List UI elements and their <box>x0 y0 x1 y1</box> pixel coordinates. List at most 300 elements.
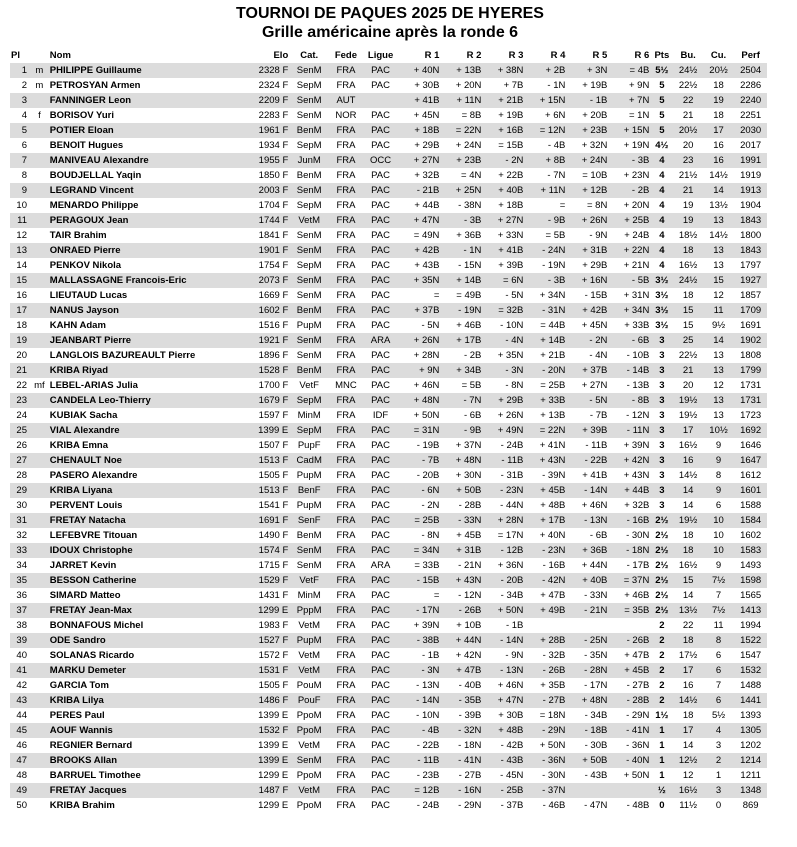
cell-round-2: - 41N <box>440 753 482 768</box>
cell-round-4: = 25B <box>540 380 566 391</box>
cell-federation: AUT <box>329 93 363 108</box>
cell-round-5: + 23B <box>566 123 608 138</box>
cell-performance: 1723 <box>740 410 762 421</box>
cell-round-4: = 18N <box>539 710 566 721</box>
cell-buchholz: 13½ <box>673 603 702 618</box>
cell-performance: 1904 <box>740 200 762 211</box>
cell-round-4: - 32B <box>542 650 566 661</box>
cell-round-6: - 3B <box>608 153 650 168</box>
cell-buchholz: 19½ <box>678 410 698 421</box>
cell-place: 47 <box>10 753 31 768</box>
cell-round-3: - 12B <box>482 543 524 558</box>
table-row <box>10 183 767 198</box>
cell-round-1: + 28N <box>413 350 440 361</box>
cell-league: PAC <box>363 633 399 648</box>
cell-buchholz: 18 <box>673 243 702 258</box>
cell-points: 2½ <box>655 530 669 541</box>
col-header-round-5: R 5 <box>592 50 608 61</box>
col-header-cumulative: Cu. <box>710 50 727 61</box>
cell-category: SenM <box>289 333 329 348</box>
cell-round-2: - 7N <box>440 393 482 408</box>
cell-round-2: + 46B <box>456 320 482 331</box>
cell-round-1: - 10N <box>416 710 440 721</box>
cell-performance: 1799 <box>734 363 767 378</box>
cell-performance: 1902 <box>734 333 767 348</box>
cell-performance: 1709 <box>734 303 767 318</box>
table-row <box>10 258 767 273</box>
cell-federation: FRA <box>336 500 356 511</box>
cell-name: FRETAY Jean-Max <box>48 603 235 618</box>
cell-category: JunM <box>289 153 329 168</box>
cell-elo: 1983 F <box>258 620 289 631</box>
cell-round-3: - 8N <box>505 380 524 391</box>
cell-buchholz: 23 <box>673 153 702 168</box>
standings-rows <box>10 63 767 813</box>
cell-place: 38 <box>16 620 27 631</box>
cell-title <box>31 528 48 543</box>
cell-cumulative: 11 <box>703 303 734 318</box>
cell-points: 3 <box>659 380 665 391</box>
cell-round-2: + 24N <box>455 140 482 151</box>
cell-league: IDF <box>372 410 389 421</box>
cell-category: PouM <box>296 680 322 691</box>
cell-round-3: + 7B <box>503 80 524 91</box>
cell-elo: 1691 F <box>235 513 290 528</box>
cell-round-4: + 50N <box>539 740 566 751</box>
cell-league: PAC <box>363 123 399 138</box>
cell-round-5: = 8N <box>587 200 608 211</box>
cell-performance: 1808 <box>740 350 762 361</box>
cell-points: 2½ <box>650 513 673 528</box>
cell-round-3: - 14N <box>482 633 524 648</box>
cell-round-4: - 7N <box>547 170 566 181</box>
cell-elo: 1597 F <box>258 410 289 421</box>
cell-buchholz: 14 <box>682 500 694 511</box>
cell-round-2: + 17B <box>440 333 482 348</box>
cell-federation: FRA <box>336 140 356 151</box>
table-row <box>10 243 767 258</box>
cell-league: PAC <box>363 243 399 258</box>
cell-round-5: + 44N <box>581 560 608 571</box>
cell-place: 31 <box>10 513 31 528</box>
table-row <box>10 93 767 108</box>
cell-elo: 1574 F <box>235 543 290 558</box>
cell-title: f <box>38 110 41 121</box>
cell-category: VetM <box>289 783 329 798</box>
cell-round-2: - 40B <box>458 680 482 691</box>
cell-elo: 1934 F <box>258 140 289 151</box>
table-row <box>10 708 767 723</box>
cell-round-5: + 50B <box>566 753 608 768</box>
table-row <box>10 393 767 408</box>
cell-federation: FRA <box>329 573 363 588</box>
cell-points: 2 <box>659 650 665 661</box>
cell-performance: 1601 <box>734 483 767 498</box>
table-row <box>10 648 767 663</box>
cell-round-6: - 18N <box>608 543 650 558</box>
cell-league: PAC <box>363 273 399 288</box>
cell-round-4: + 28B <box>524 633 566 648</box>
cell-round-5: - 34B <box>584 710 608 721</box>
cell-title <box>31 198 48 213</box>
cell-place: 25 <box>10 423 31 438</box>
table-row <box>10 438 767 453</box>
cell-federation: FRA <box>336 410 356 421</box>
cell-title <box>31 258 48 273</box>
cell-elo: 1704 F <box>258 200 289 211</box>
cell-name: NANUS Jayson <box>48 303 235 318</box>
cell-category: PupM <box>289 633 329 648</box>
cell-name: FANNINGER Leon <box>48 93 235 108</box>
cell-name: SOLANAS Ricardo <box>49 650 135 661</box>
col-header-category: Cat. <box>300 50 319 61</box>
cell-round-2: - 2B <box>463 350 482 361</box>
cell-league: PAC <box>363 663 399 678</box>
cell-cumulative: 3 <box>715 740 722 751</box>
cell-federation: FRA <box>329 633 363 648</box>
cell-league: PAC <box>371 230 390 241</box>
cell-points: 2 <box>659 680 665 691</box>
cell-round-1: + 40N <box>398 63 440 78</box>
cell-round-4: - 1N <box>547 80 566 91</box>
cell-round-3: + 28N <box>482 513 524 528</box>
cell-league: PAC <box>363 453 399 468</box>
table-row <box>10 498 767 513</box>
cell-points: 1 <box>650 753 673 768</box>
cell-name: PENKOV Nikola <box>49 260 122 271</box>
cell-round-6: + 20N <box>623 200 650 211</box>
cell-round-3: + 41B <box>482 243 524 258</box>
cell-points: 4 <box>650 213 673 228</box>
cell-round-2: = 8B <box>461 110 482 121</box>
cell-round-6 <box>608 783 650 798</box>
cell-performance: 1646 <box>740 440 762 451</box>
cell-league: ARA <box>370 560 391 571</box>
cell-round-2: - 21N <box>458 560 482 571</box>
cell-name: KRIBA Emna <box>49 440 109 451</box>
cell-round-1: - 4B <box>398 723 440 738</box>
cell-category: SenM <box>289 183 329 198</box>
table-row <box>10 318 767 333</box>
cell-round-6: - 48B <box>626 800 650 811</box>
cell-round-6: = 1N <box>628 110 650 121</box>
cell-round-4: + 15N <box>524 93 566 108</box>
cell-league: PAC <box>371 740 390 751</box>
cell-buchholz: 22½ <box>678 80 698 91</box>
cell-round-4: = 22N <box>524 423 566 438</box>
cell-title <box>31 228 48 243</box>
cell-cumulative: 5½ <box>711 710 726 721</box>
cell-round-1: = 31N <box>398 423 440 438</box>
cell-name: JARRET Kevin <box>49 560 117 571</box>
cell-elo: 1299 E <box>235 603 290 618</box>
cell-round-6: - 10B <box>626 350 650 361</box>
cell-category: SepM <box>289 393 329 408</box>
cell-round-2: + 23B <box>440 153 482 168</box>
cell-points: 2½ <box>655 560 669 571</box>
cell-points: 2 <box>650 633 673 648</box>
cell-cumulative: 7½ <box>703 603 734 618</box>
cell-round-1: + 44B <box>414 200 440 211</box>
cell-round-2: + 31B <box>440 543 482 558</box>
cell-category: SepM <box>296 260 322 271</box>
cell-category: SepM <box>296 80 322 91</box>
cell-title <box>31 393 48 408</box>
cell-round-6: + 15N <box>608 123 650 138</box>
cell-round-3: - 44N <box>500 500 524 511</box>
cell-buchholz: 11½ <box>679 800 698 811</box>
cell-buchholz: 16 <box>682 680 694 691</box>
cell-round-3: - 5N <box>505 290 524 301</box>
cell-league: PAC <box>371 650 390 661</box>
cell-federation: FRA <box>329 693 363 708</box>
cell-league: PAC <box>371 530 390 541</box>
cell-round-4: - 19N <box>542 260 566 271</box>
cell-category: SenM <box>296 560 322 571</box>
cell-cumulative: 13 <box>713 350 724 361</box>
col-header-name: Nom <box>49 50 71 61</box>
cell-cumulative: 17 <box>703 123 734 138</box>
cell-name: JEANBART Pierre <box>48 333 235 348</box>
table-row <box>10 303 767 318</box>
cell-round-3: = 17N <box>497 530 524 541</box>
cell-title <box>31 588 48 603</box>
cell-federation: FRA <box>336 770 356 781</box>
cell-buchholz: 14 <box>682 740 694 751</box>
cell-elo: 1505 F <box>258 470 289 481</box>
cell-federation: FRA <box>336 230 356 241</box>
cell-title <box>31 498 48 513</box>
cell-performance: 1214 <box>734 753 767 768</box>
cell-elo: 1487 F <box>235 783 290 798</box>
cell-title <box>31 273 48 288</box>
table-row <box>10 573 767 588</box>
cell-round-2: + 47B <box>440 663 482 678</box>
cell-name: FRETAY Natacha <box>48 513 235 528</box>
cell-place: 34 <box>16 560 27 571</box>
cell-round-5: - 14N <box>566 483 608 498</box>
col-header-buchholz: Bu. <box>680 50 696 61</box>
cell-title <box>31 543 48 558</box>
cell-cumulative: 10½ <box>703 423 734 438</box>
cell-league: PAC <box>371 110 390 121</box>
cell-performance: 1348 <box>734 783 767 798</box>
cell-round-5: - 21N <box>566 603 608 618</box>
table-row <box>10 693 767 708</box>
cell-round-5: - 11B <box>585 440 608 451</box>
cell-round-3: - 43B <box>482 753 524 768</box>
cell-place: 13 <box>10 243 31 258</box>
cell-elo: 1299 E <box>258 770 289 781</box>
cell-title <box>31 453 48 468</box>
cell-points: 3½ <box>650 273 673 288</box>
cell-name: PERES Paul <box>49 710 105 721</box>
cell-buchholz: 17 <box>673 423 702 438</box>
cell-round-6: - 16B <box>608 513 650 528</box>
table-row <box>10 408 767 423</box>
cell-league: PAC <box>371 350 390 361</box>
cell-round-6: - 14B <box>608 363 650 378</box>
cell-round-6: - 30N <box>626 530 650 541</box>
cell-title <box>31 168 48 183</box>
table-row <box>10 798 767 813</box>
cell-points: 3 <box>650 483 673 498</box>
cell-round-5: - 6B <box>589 530 608 541</box>
cell-name: PASERO Alexandre <box>49 470 138 481</box>
cell-name: FRETAY Jacques <box>48 783 235 798</box>
cell-points: 1½ <box>655 710 669 721</box>
cell-title <box>31 363 48 378</box>
cell-round-6: - 17B <box>626 560 650 571</box>
cell-round-1: + 48N <box>398 393 440 408</box>
cell-category: PppM <box>289 603 329 618</box>
cell-league: PAC <box>363 423 399 438</box>
cell-cumulative: 14 <box>703 183 734 198</box>
cell-round-3: + 40B <box>482 183 524 198</box>
cell-cumulative: 8 <box>703 633 734 648</box>
cell-round-1: + 43B <box>414 260 440 271</box>
cell-elo: 1532 F <box>235 723 290 738</box>
cell-buchholz: 17 <box>673 723 702 738</box>
cell-performance: 1588 <box>740 500 762 511</box>
cell-round-5: + 3N <box>566 63 608 78</box>
cell-round-6: - 8B <box>608 393 650 408</box>
cell-round-3: - 24B <box>500 440 524 451</box>
cell-round-3: - 37B <box>500 800 524 811</box>
cell-points: 2 <box>659 620 665 631</box>
cell-category: SenM <box>289 243 329 258</box>
cell-round-5: + 19B <box>582 80 608 91</box>
table-row <box>10 198 767 213</box>
cell-federation: FRA <box>329 393 363 408</box>
cell-category: BenM <box>289 363 329 378</box>
cell-cumulative: 9 <box>703 453 734 468</box>
cell-round-2: + 14B <box>440 273 482 288</box>
cell-points: 1 <box>659 770 665 781</box>
cell-round-5: - 9N <box>589 230 608 241</box>
cell-round-1: + 32B <box>414 170 440 181</box>
cell-cumulative: 13 <box>703 363 734 378</box>
cell-points: 1 <box>659 740 665 751</box>
cell-performance: 1691 <box>740 320 762 331</box>
cell-points: 4 <box>650 183 673 198</box>
cell-title <box>31 618 48 633</box>
cell-category: VetM <box>298 650 321 661</box>
cell-cumulative: 14 <box>703 333 734 348</box>
cell-cumulative: 13½ <box>709 200 728 211</box>
cell-round-4: = <box>559 200 566 211</box>
cell-round-1: + 18B <box>398 123 440 138</box>
cell-buchholz: 22 <box>673 93 702 108</box>
cell-round-4: + 8B <box>524 153 566 168</box>
cell-cumulative: 9 <box>715 440 722 451</box>
cell-round-6: = 37N <box>608 573 650 588</box>
cell-round-2: + 25N <box>440 183 482 198</box>
cell-performance: 1493 <box>740 560 762 571</box>
cell-cumulative: 6 <box>715 650 722 661</box>
cell-performance: 1583 <box>734 543 767 558</box>
table-row <box>10 363 767 378</box>
cell-round-1: - 22B <box>416 740 440 751</box>
cell-round-6: + 46B <box>624 590 650 601</box>
cell-elo: 2003 F <box>235 183 290 198</box>
cell-round-4: - 30N <box>542 770 566 781</box>
col-header-round-4: R 4 <box>550 50 566 61</box>
cell-round-4: - 23N <box>524 543 566 558</box>
cell-league: PAC <box>363 723 399 738</box>
cell-round-1: + 30B <box>414 80 440 91</box>
cell-elo: 1490 F <box>258 530 289 541</box>
cell-name: MENARDO Philippe <box>49 200 139 211</box>
cell-buchholz: 19 <box>673 213 702 228</box>
cell-buchholz: 14 <box>682 590 694 601</box>
table-row <box>10 453 767 468</box>
cell-cumulative: 9 <box>715 560 722 571</box>
cell-name: POTIER Eloan <box>48 123 235 138</box>
table-row <box>10 378 767 393</box>
cell-round-5: + 40B <box>566 573 608 588</box>
table-row <box>10 63 767 78</box>
cell-name: KRIBA Lilya <box>48 693 235 708</box>
cell-performance: 1522 <box>734 633 767 648</box>
cell-title <box>31 648 48 663</box>
cell-league: PAC <box>363 753 399 768</box>
cell-round-1: + 39N <box>413 620 440 631</box>
cell-cumulative: 10 <box>703 513 734 528</box>
cell-points: ½ <box>650 783 673 798</box>
cell-place: 28 <box>16 470 27 481</box>
cell-elo: 1531 F <box>235 663 290 678</box>
table-row <box>10 483 767 498</box>
cell-round-6: + 45B <box>608 663 650 678</box>
cell-cumulative: 7 <box>715 680 722 691</box>
cell-round-5 <box>566 618 608 633</box>
cell-federation: FRA <box>336 80 356 91</box>
cell-cumulative: 18 <box>713 80 724 91</box>
cell-name: MARKU Demeter <box>48 663 235 678</box>
cell-league: PAC <box>363 213 399 228</box>
cell-name: LANGLOIS BAZUREAULT Pierre <box>49 350 196 361</box>
cell-league: PAC <box>371 80 390 91</box>
col-header-place: Pl <box>11 50 20 61</box>
cell-round-1: - 17N <box>398 603 440 618</box>
cell-points: 2½ <box>655 590 669 601</box>
cell-category: BenM <box>296 170 322 181</box>
table-row <box>10 78 767 93</box>
cell-round-5: + 32N <box>581 140 608 151</box>
cell-buchholz: 18 <box>673 543 702 558</box>
cell-title <box>31 753 48 768</box>
cell-league: PAC <box>363 543 399 558</box>
cell-cumulative: 6 <box>703 693 734 708</box>
cell-league: PAC <box>371 260 390 271</box>
cell-cumulative: 15 <box>703 273 734 288</box>
cell-title <box>31 138 48 153</box>
cell-round-1: - 5N <box>421 320 440 331</box>
table-row <box>10 213 767 228</box>
cell-category: VetF <box>289 573 329 588</box>
cell-buchholz: 18 <box>673 633 702 648</box>
cell-points: 3 <box>659 410 665 421</box>
cell-round-2: + 50B <box>440 483 482 498</box>
cell-league: PAC <box>371 620 390 631</box>
cell-name: ONRAED Pierre <box>48 243 235 258</box>
cell-buchholz: 17½ <box>678 650 698 661</box>
cell-category: VetF <box>299 380 319 391</box>
cell-category: VetM <box>289 213 329 228</box>
cell-cumulative: 18 <box>713 110 724 121</box>
cell-round-6: - 6B <box>608 333 650 348</box>
